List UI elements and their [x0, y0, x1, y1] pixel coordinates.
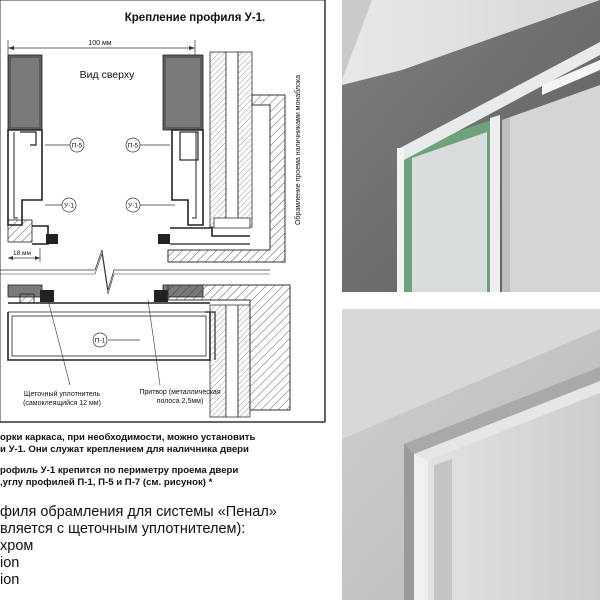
vertical-label: Обрамление проема наличниками монаблока [295, 74, 302, 226]
dimension-top-label: 100 мм [88, 40, 112, 47]
view-label: Вид сверху [79, 69, 135, 81]
description-line-2: вляется с щеточным уплотнителем): [0, 521, 246, 537]
description-line-1: филя обрамления для системы «Пенал» [0, 504, 277, 520]
svg-text:П-1: П-1 [94, 337, 106, 345]
svg-text:У-1: У-1 [128, 202, 138, 210]
svg-text:У-1: У-1 [64, 202, 74, 210]
description-line-4: ion [0, 555, 20, 571]
svg-text:П-5: П-5 [71, 142, 83, 150]
brush-seal-label-2: (самоклеящийся 12 мм) [23, 400, 101, 407]
description-line-5: ion [0, 572, 20, 588]
door-stop-label: Притвор (металлическая [139, 389, 221, 396]
note-line-2: и У-1. Они служат креплением для наличника двери [0, 444, 249, 455]
door-stop-label-2: полоса 2,5мм) [156, 398, 204, 405]
technical-drawing [0, 0, 335, 500]
dimension-small-label: 18 мм [13, 250, 31, 257]
note-line-3: рофиль У-1 крепится по периметру проема двери [0, 465, 239, 476]
svg-text:П-5: П-5 [127, 142, 139, 150]
photo-door-frame-installation [342, 0, 600, 292]
photo-finished-door-frame [342, 309, 600, 600]
note-line-4: ,углу профилей П-1, П-5 и П-7 (см. рисунок) * [0, 477, 213, 488]
description-line-3: хром [0, 538, 34, 554]
brush-seal-label: Щеточный уплотнитель [23, 391, 101, 398]
note-line-1: орки каркаса, при необходимости, можно установить [0, 432, 256, 443]
drawing-title: Крепление профиля У-1. [124, 12, 266, 24]
